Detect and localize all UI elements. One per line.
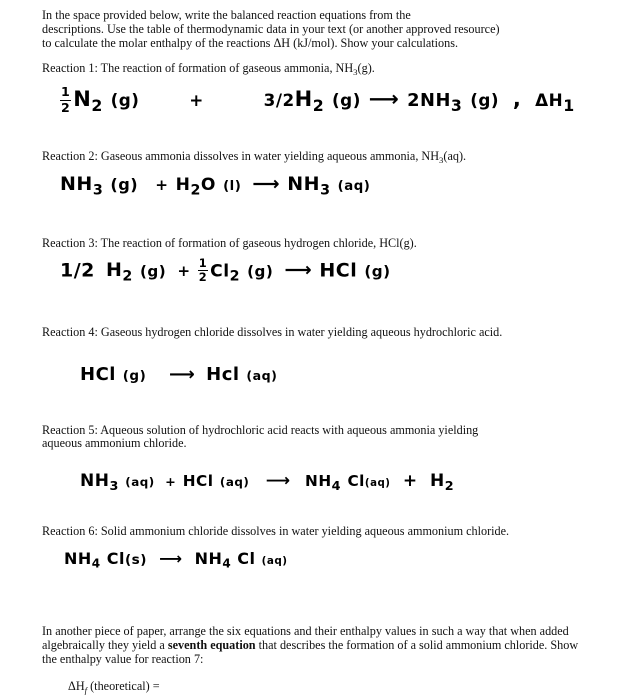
reaction-5-ammonia-subscript: 3 <box>109 478 119 494</box>
reaction-3-product: HCl <box>319 259 358 282</box>
reaction-2-arrow: ⟶ <box>252 173 281 195</box>
reaction-3-arrow: ⟶ <box>284 259 313 282</box>
reaction-1-label-text: Reaction 1: The reaction of formation of gaseous ammonia, NH <box>42 61 354 75</box>
reaction-3-chlorine-state: (g) <box>247 262 274 281</box>
reaction-4-product-state: (aq) <box>246 368 278 383</box>
reaction-4-hcl-state: (g) <box>122 368 147 384</box>
reaction-2-water-subscript: 2 <box>190 182 201 199</box>
reaction-4-hcl: HCl <box>80 364 116 385</box>
reaction-1-nitrogen-subscript: 2 <box>91 95 103 115</box>
reaction-1-delta-h-subscript: 1 <box>563 95 575 115</box>
reaction-3-chlorine-subscript: 2 <box>229 268 240 285</box>
reaction-2-plus: + <box>155 176 169 194</box>
closing-line-3: the enthalpy value for reaction 7: <box>42 652 204 666</box>
theoretical-label: (theoretical) = <box>87 679 160 693</box>
reaction-1-comma: , <box>512 87 522 112</box>
reaction-2-handwritten-equation <box>60 173 370 198</box>
reaction-2-product: NH <box>287 173 321 195</box>
closing-line-2 <box>42 638 578 653</box>
reaction-4-handwritten-equation <box>80 364 277 385</box>
reaction-2-label-state: (aq). <box>443 149 467 163</box>
delta-h-subscript: f <box>84 685 88 696</box>
reaction-5-arrow: ⟶ <box>265 471 291 491</box>
reaction-6-product-state: (aq) <box>261 555 288 567</box>
reaction-3-product-state: (g) <box>364 262 391 281</box>
reaction-5-hcl-state: (aq) <box>219 475 250 489</box>
reaction-1-hydrogen-state: (g) <box>332 90 361 111</box>
closing-seventh-equation: seventh equation <box>167 638 256 652</box>
reaction-6-ammonium-subscript: 4 <box>91 556 101 571</box>
reaction-1-fraction-three-halves: 3/2 <box>263 90 295 111</box>
reaction-1-label-subscript: 3 <box>353 67 358 78</box>
reaction-6-product-subscript: 4 <box>222 556 232 571</box>
reaction-6-handwritten-equation <box>64 549 288 571</box>
reaction-1-label <box>42 61 375 80</box>
reaction-5-hcl: HCl <box>182 472 214 490</box>
reaction-3-fraction-half: 1/2 <box>60 259 95 282</box>
reaction-6-product-ammonium: NH <box>194 549 223 568</box>
reaction-1-hydrogen-subscript: 2 <box>312 95 325 115</box>
reaction-1-fraction-half: $\frac{1}{2}$ <box>61 84 71 115</box>
reaction-3-fraction-half-2: $\frac{1}{2}$ <box>198 256 208 285</box>
reaction-1-delta-h: ΔH <box>535 90 564 111</box>
reaction-3-hydrogen: H <box>106 259 123 282</box>
reaction-5-label-line-2: aqueous ammonium chloride. <box>42 436 187 450</box>
reaction-2-label <box>42 149 466 168</box>
reaction-5-chloride: Cl <box>347 472 365 490</box>
reaction-5-plus: + <box>165 475 177 490</box>
reaction-5-label-line-1: Reaction 5: Aqueous solution of hydrochloric acid reacts with aqueous ammonia yielding <box>42 423 479 437</box>
closing-line-2-text: algebraically they yield a <box>42 638 168 652</box>
reaction-4-product: Hcl <box>206 364 240 385</box>
reaction-1-label-state: (g). <box>357 61 375 75</box>
reaction-3-chlorine: Cl <box>210 261 230 282</box>
instructions-line-3: to calculate the molar enthalpy of the reactions ΔH (kJ/mol). Show your calculations. <box>42 36 458 50</box>
reaction-5-ammonia-state: (aq) <box>125 475 155 489</box>
reaction-6-product-chloride: Cl <box>237 549 256 568</box>
delta-h-symbol: ΔH <box>68 679 85 693</box>
reaction-2-ammonia-subscript: 3 <box>92 182 104 199</box>
reaction-2-label-subscript: 3 <box>439 155 444 166</box>
reaction-2-water-h: H <box>175 175 191 195</box>
reaction-2-product-state: (aq) <box>337 179 371 194</box>
reaction-5-plus-2: + <box>402 471 418 491</box>
reaction-3-handwritten-equation <box>60 258 391 285</box>
reaction-4-arrow: ⟶ <box>169 364 196 385</box>
reaction-5-ammonium-subscript: 4 <box>331 478 342 494</box>
reaction-4-label: Reaction 4: Gaseous hydrogen chloride dissolves in water yielding aqueous hydrochloric acid. <box>42 325 503 339</box>
reaction-5-handwritten-equation <box>80 471 454 494</box>
reaction-1-nitrogen: N <box>73 87 92 112</box>
reaction-3-hydrogen-subscript: 2 <box>122 268 133 285</box>
reaction-6-solid-state: (s) <box>124 552 147 568</box>
reaction-5-chloride-state: (aq) <box>364 478 391 489</box>
reaction-2-product-subscript: 3 <box>320 182 331 199</box>
reaction-2-label-text: Reaction 2: Gaseous ammonia dissolves in water yielding aqueous ammonia, NH <box>42 149 440 163</box>
reaction-5-hydrogen: H <box>430 471 445 491</box>
reaction-5-ammonia: NH <box>80 471 110 491</box>
reaction-5-hydrogen-subscript: 2 <box>444 478 455 494</box>
reaction-1-ammonia: 2NH <box>407 90 451 112</box>
reaction-1-handwritten-equation <box>60 86 575 115</box>
closing-line-1: In another piece of paper, arrange the six equations and their enthalpy values in such a way that when added <box>42 624 569 638</box>
reaction-2-ammonia-state: (g) <box>110 175 139 194</box>
reaction-6-arrow: ⟶ <box>159 549 183 568</box>
reaction-2-water-state: (l) <box>223 179 242 194</box>
reaction-1-plus: + <box>189 90 204 111</box>
instructions-line-1: In the space provided below, write the balanced reaction equations from the <box>42 8 411 22</box>
reaction-1-nitrogen-state: (g) <box>110 90 140 111</box>
reaction-1-ammonia-state: (g) <box>470 90 500 111</box>
reaction-3-hydrogen-state: (g) <box>139 262 167 281</box>
closing-line-2-tail: that describes the formation of a solid ammonium chloride. Show <box>255 638 579 652</box>
reaction-3-plus: + <box>177 262 191 281</box>
instructions-line-2: descriptions. Use the table of thermodynamic data in your text (or another approved resource) <box>42 22 500 36</box>
reaction-2-water-o: O <box>200 175 216 195</box>
reaction-6-chloride: Cl <box>106 549 125 568</box>
reaction-6-ammonium: NH <box>64 549 92 568</box>
reaction-1-hydrogen: H <box>294 87 313 112</box>
reaction-1-arrow: ⟶ <box>368 87 400 112</box>
reaction-5-ammonium: NH <box>305 472 332 490</box>
reaction-6-label: Reaction 6: Solid ammonium chloride dissolves in water yielding aqueous ammonium chloride. <box>42 524 510 538</box>
reaction-1-ammonia-subscript: 3 <box>450 95 463 115</box>
reaction-3-label: Reaction 3: The reaction of formation of gaseous hydrogen chloride, HCl(g). <box>42 236 417 250</box>
theoretical-enthalpy-label <box>68 679 160 698</box>
reaction-2-ammonia: NH <box>60 173 93 195</box>
